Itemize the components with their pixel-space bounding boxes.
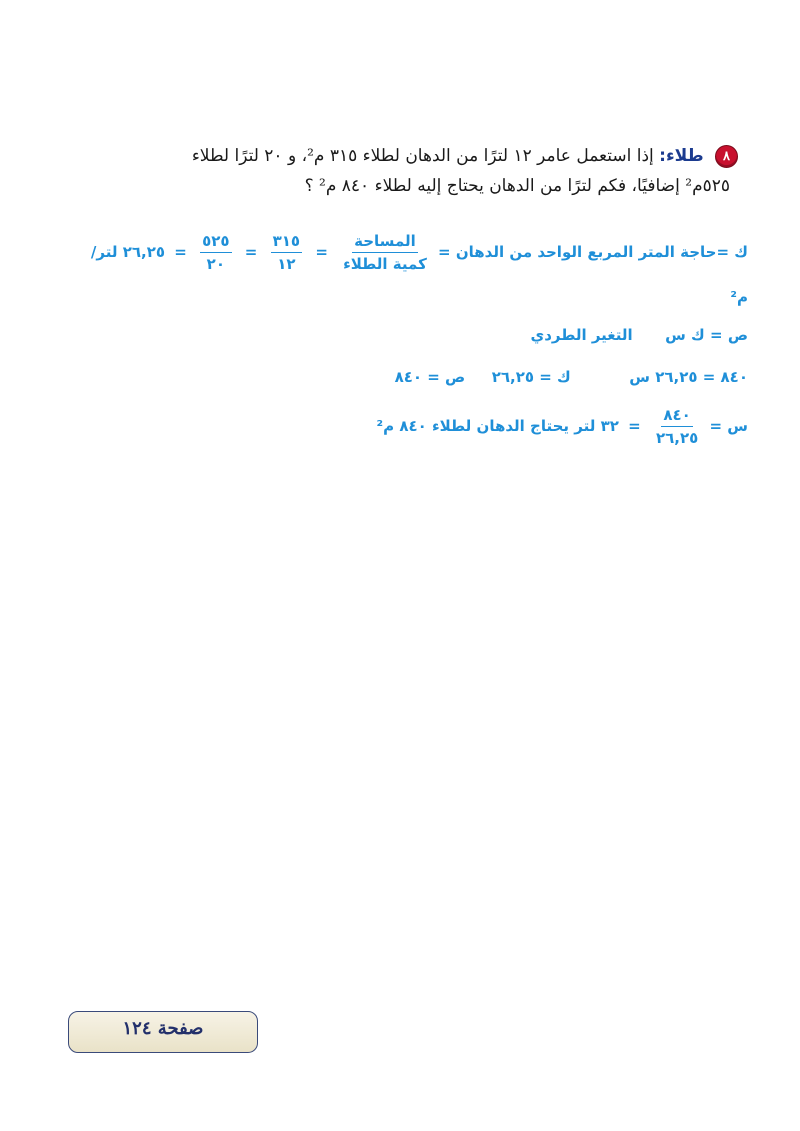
question-line-2 bbox=[40, 172, 730, 200]
fraction-denominator: كمية الطلاء bbox=[343, 255, 427, 273]
fraction-denominator: ١٢ bbox=[277, 255, 296, 273]
substituted-equation: ٨٤٠ = ٢٦,٢٥ س bbox=[629, 368, 748, 386]
fraction-525-over-20 bbox=[200, 232, 231, 273]
page-number-label: صفحة ١٢٤ bbox=[122, 1018, 204, 1039]
page-number-box bbox=[68, 1011, 258, 1053]
question-number-badge: ٨ bbox=[715, 145, 738, 168]
question-line-1 bbox=[40, 142, 738, 170]
fraction-numerator: ٣١٥ bbox=[271, 232, 302, 253]
fraction-315-over-12 bbox=[271, 232, 302, 273]
solve-for-x: س = bbox=[709, 417, 748, 435]
solution-line-1: ك =حاجة المتر المربع الواحد من الدهان = $\frac{\text{المساحة}}{\text{كمية الطلاء}}$ = $\frac{٣١٥}{١٢}$ = $\frac{٥٢٥}{٢٠}$ = ٢٦,٢٥ لتر/ bbox=[90, 232, 748, 273]
fraction-numerator: ٥٢٥ bbox=[200, 232, 231, 253]
fraction-area-over-paint bbox=[341, 232, 429, 273]
fraction-840-over-26-25 bbox=[654, 406, 700, 447]
question-text-2: ٥٢٥م² إضافيًا، فكم لترًا من الدهان يحتاج إليه لطلاء ٨٤٠ م² ؟ bbox=[304, 176, 730, 196]
direct-variation-label: التغير الطردي bbox=[530, 326, 633, 344]
question-keyword: طلاء: bbox=[659, 146, 704, 166]
final-answer: ٣٢ لتر يحتاج الدهان لطلاء ٨٤٠ م² bbox=[376, 417, 619, 435]
k-value: ك = ٢٦,٢٥ bbox=[491, 368, 571, 386]
solution-line-5: س = $\frac{٨٤٠}{٢٦,٢٥}$ = ٣٢ لتر يحتاج الدهان لطلاء ٨٤٠ م² bbox=[376, 406, 748, 447]
solution-rate-result: ٢٦,٢٥ لتر/ bbox=[90, 243, 166, 261]
direct-variation-equation: ص = ك س bbox=[665, 326, 748, 344]
question-text-1: إذا استعمل عامر ١٢ لترًا من الدهان لطلاء ٣١٥ م²، و ٢٠ لترًا لطلاء bbox=[191, 146, 654, 166]
fraction-denominator: ٢٦,٢٥ bbox=[655, 429, 699, 447]
solution-definition: ك =حاجة المتر المربع الواحد من الدهان = bbox=[438, 243, 748, 261]
solution-line-4 bbox=[395, 368, 748, 386]
solution-unit: م² bbox=[730, 288, 748, 306]
fraction-numerator: ٨٤٠ bbox=[661, 406, 692, 427]
y-value: ص = ٨٤٠ bbox=[394, 368, 466, 386]
fraction-denominator: ٢٠ bbox=[206, 255, 225, 273]
solution-line-2 bbox=[730, 288, 748, 306]
solution-line-3 bbox=[530, 326, 748, 344]
fraction-numerator: المساحة bbox=[352, 232, 418, 253]
